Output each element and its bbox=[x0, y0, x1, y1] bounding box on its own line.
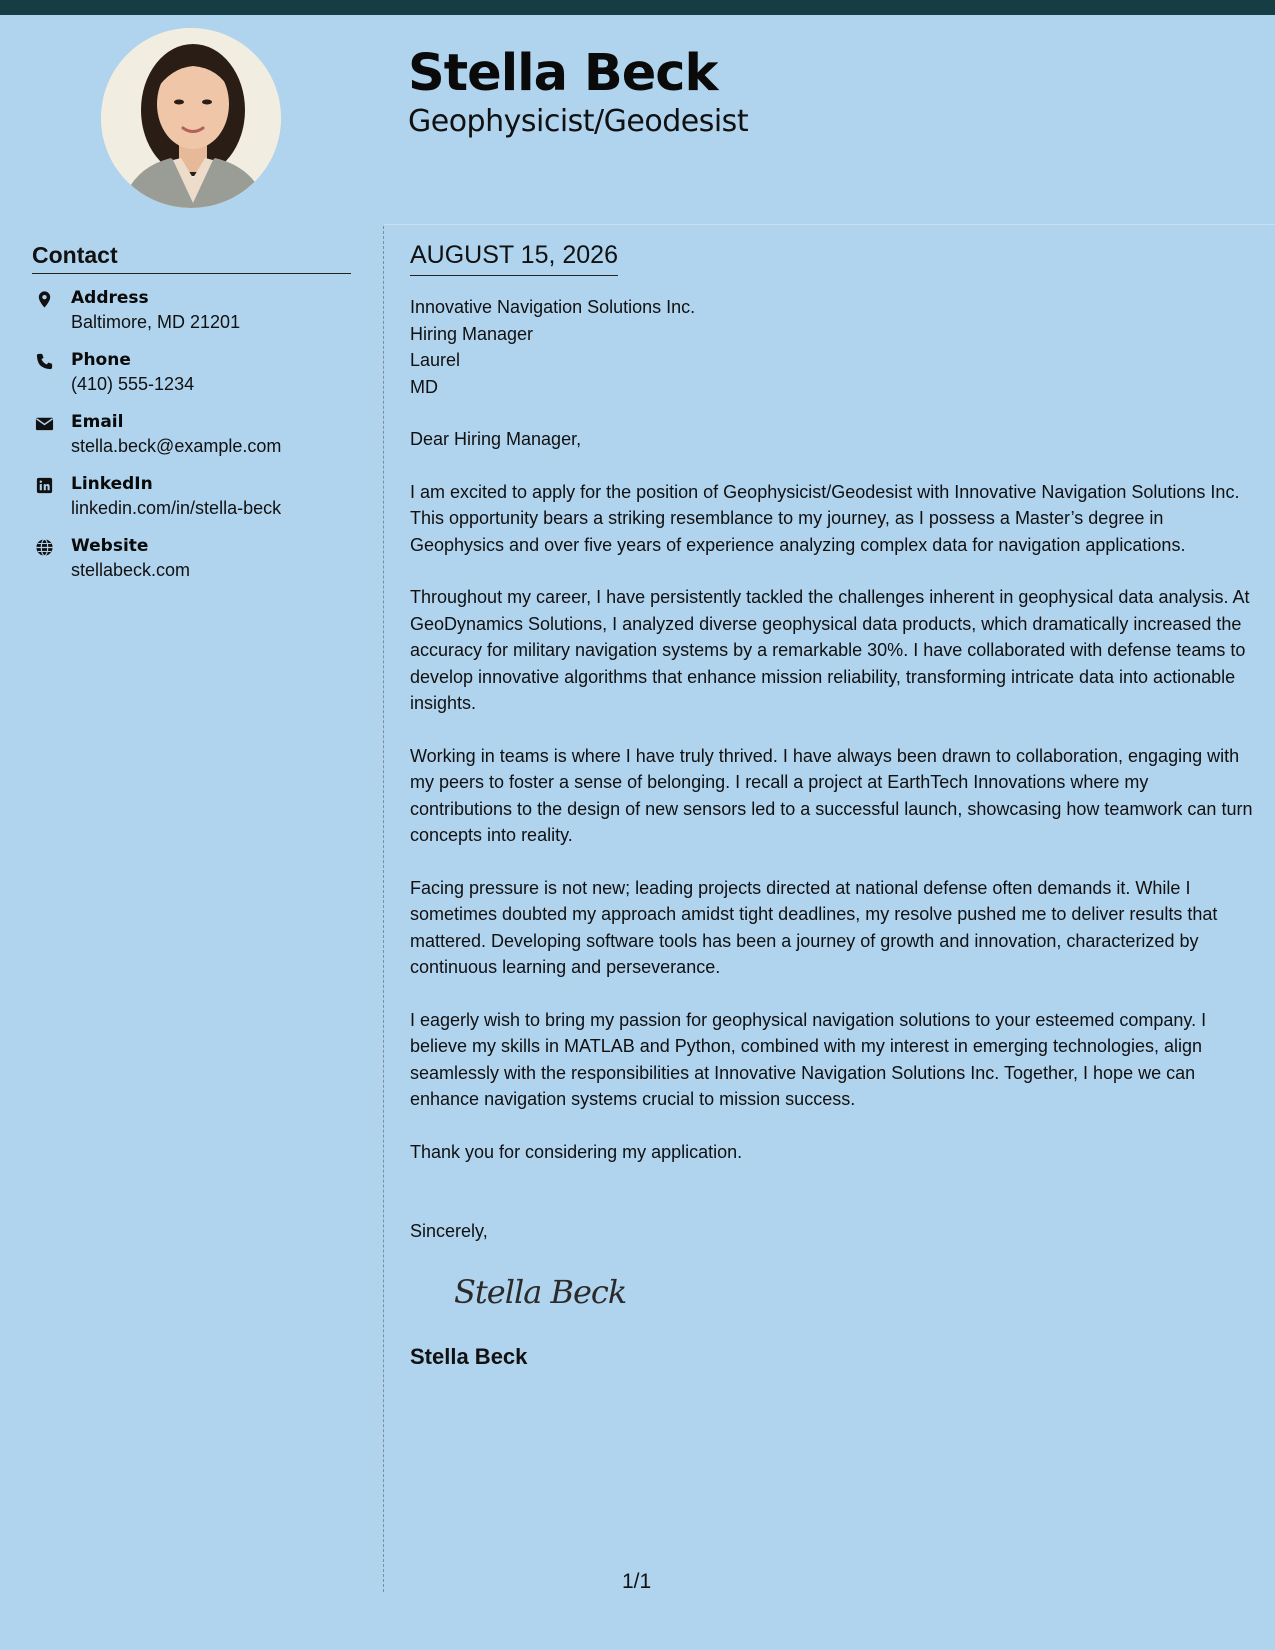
contact-linkedin bbox=[32, 473, 351, 521]
email-value[interactable]: stella.beck@example.com bbox=[71, 436, 282, 456]
linkedin-value[interactable]: linkedin.com/in/stella-beck bbox=[71, 498, 282, 518]
signer-name: Stella Beck bbox=[410, 1343, 528, 1369]
location-pin-icon bbox=[35, 290, 54, 309]
recipient-company: Innovative Navigation Solutions Inc. bbox=[410, 297, 696, 317]
body-paragraph: Facing pressure is not new; leading projects directed at national defense often demands it. While I sometimes doubted my approach amidst tight deadlines, my resolve pushed me to deliver results that mattered. Developing software tools has been a journey of growth and innovation, characterized by continuous learning and perseverance. bbox=[410, 877, 1218, 977]
thanks-line: Thank you for considering my application. bbox=[410, 1141, 743, 1162]
recipient-city: Laurel bbox=[410, 350, 461, 370]
body-paragraph: Working in teams is where I have truly thrived. I have always been drawn to collaboration, engaging with my peers to foster a sense of belonging. I recall a project at EarthTech Innovations where my contributions to the design of new sensors led to a successful launch, showcasing how teamwork can turn concepts into reality. bbox=[410, 745, 1253, 845]
candidate-name: Stella Beck bbox=[408, 44, 718, 103]
email-label: Email bbox=[71, 412, 124, 432]
address-label: Address bbox=[71, 288, 149, 308]
body-paragraph: I eagerly wish to bring my passion for geophysical navigation solutions to your esteemed company. I believe my skills in MATLAB and Python, combined with my interest in emerging technologies, align seamlessly with the responsibilities at Innovative Navigation Solutions Inc. Together, I hope we can enhance navigation systems crucial to mission success. bbox=[410, 1009, 1207, 1109]
recipient-role: Hiring Manager bbox=[410, 323, 534, 344]
linkedin-label: LinkedIn bbox=[71, 474, 153, 494]
contact-email bbox=[32, 411, 351, 459]
linkedin-icon bbox=[35, 476, 54, 495]
envelope-icon bbox=[35, 414, 54, 433]
closing-line: Sincerely, bbox=[410, 1221, 488, 1241]
address-value: Baltimore, MD 21201 bbox=[71, 312, 241, 332]
salutation: Dear Hiring Manager, bbox=[410, 429, 582, 449]
website-label: Website bbox=[71, 536, 149, 556]
contact-website bbox=[32, 535, 351, 583]
body-paragraph: Throughout my career, I have persistently tackled the challenges inherent in geophysical data analysis. At GeoDynamics Solutions, I analyzed diverse geophysical data products, which dramatically increased the accuracy for military navigation systems by a remarkable 30%. I have collaborated with defense teams to develop innovative algorithms that enhance mission reliability, transforming intricate data into actionable insights. bbox=[410, 587, 1250, 713]
contact-heading: Contact bbox=[32, 240, 351, 274]
profile-photo bbox=[101, 28, 281, 208]
candidate-title: Geophysicist/Geodesist bbox=[408, 104, 749, 139]
recipient-block bbox=[410, 294, 1255, 400]
signature-text: Stella Beck bbox=[454, 1272, 627, 1311]
contact-sidebar bbox=[32, 240, 351, 583]
phone-label: Phone bbox=[71, 350, 131, 370]
column-divider bbox=[383, 226, 384, 1592]
header-divider bbox=[384, 224, 1275, 225]
phone-value: (410) 555-1234 bbox=[71, 374, 195, 394]
contact-address bbox=[32, 287, 351, 335]
body-paragraph: I am excited to apply for the position of Geophysicist/Geodesist with Innovative Navigation Solutions Inc. This opportunity bears a striking resemblance to my journey, as I possess a Master’s degree in Geophysics and over five years of experience analyzing complex data for navigation applications. bbox=[410, 481, 1240, 555]
website-value[interactable]: stellabeck.com bbox=[71, 560, 191, 580]
phone-icon bbox=[35, 352, 54, 371]
top-accent-bar bbox=[0, 0, 1275, 15]
contact-phone bbox=[32, 349, 351, 397]
page-number: 1/1 bbox=[622, 1570, 652, 1593]
letter-body bbox=[410, 238, 1255, 1372]
globe-icon bbox=[35, 538, 54, 557]
recipient-state: MD bbox=[410, 376, 438, 397]
handwritten-signature bbox=[450, 1267, 1255, 1322]
letter-date: AUGUST 15, 2026 bbox=[410, 238, 618, 276]
